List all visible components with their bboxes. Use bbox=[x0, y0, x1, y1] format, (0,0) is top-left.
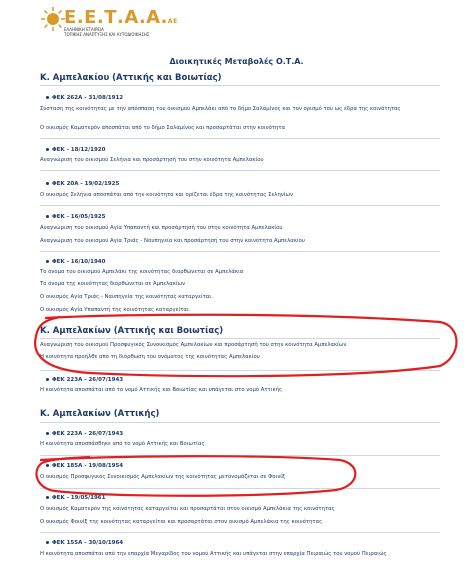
entry-text: Ο οικισμός Αγία Τριάς - Ναυπηγεία της κοινότητας καταργείται. bbox=[40, 294, 213, 300]
section-heading: Κ. Αμπελακίων (Αττικής και Βοιωτίας) bbox=[40, 326, 224, 336]
entry-text: Η κοινότητα αποσπάσθηκε από το νομό Αττικής και Βοιωτίας bbox=[40, 441, 205, 447]
entry-text: Ο οικισμός Σελήνια αποσπάται από την κοινότητα και ορίζεται έδρα της κοινότητας Σεληνίων bbox=[40, 192, 293, 198]
entry-text: Η κοινότητα αποσπάται από την επαρχία Μεγαρίδος του νομού Αττικής και υπάγεται στην επαρχία Πειραιώς του νομού Πειραιώς bbox=[40, 551, 387, 557]
entry-text: Αναγνώριση του οικισμού Σελήνια και προσάρτησή του στην κοινότητα Αμπελακίου bbox=[40, 157, 264, 163]
entry-text: Αναγνώριση του οικισμού Προσφυγικός Συνοικισμός Αμπελακίων και προσάρτησή του στην κοινότητα Αμπελακίων bbox=[40, 342, 347, 348]
fek-entry: ΦΕΚ 20Α - 19/02/1925 bbox=[46, 181, 119, 187]
fek-entry: ΦΕΚ - 16/05/1925 bbox=[46, 214, 105, 220]
divider bbox=[40, 251, 440, 252]
divider bbox=[40, 422, 440, 423]
section-heading: Κ. Αμπελακίων (Αττικής) bbox=[40, 409, 160, 419]
entry-text: Σύσταση της κοινότητας με την απόσπαση του οικισμού Αμπελάκι από το δήμο Σαλαμίνος και τον ορισμό του ως έδρα της κοινότητας bbox=[40, 106, 401, 112]
divider bbox=[40, 455, 440, 456]
divider bbox=[40, 85, 440, 86]
entry-text: Το όνομα της κοινότητας διορθώνεται σε Αμπελακίων bbox=[40, 281, 186, 287]
entry-text: Ο οικισμός Προσφυγικός Συνοικισμός Αμπελακίων της κοινότητας μετονομάζεται σε Φοινίξ bbox=[40, 474, 286, 480]
divider bbox=[40, 338, 440, 339]
divider bbox=[40, 170, 440, 171]
fek-entry: ΦΕΚ - 16/10/1940 bbox=[46, 259, 105, 265]
entry-text: Η κοινότητα προήλθε από τη διόρθωση του ονόματος της κοινότητας Αμπελακίου bbox=[40, 354, 260, 360]
entry-text: Ο οικισμός Αγία Υπαπαντή της κοινότητας καταργείται. bbox=[40, 307, 191, 313]
sun-emblem-icon bbox=[40, 6, 66, 32]
divider bbox=[40, 532, 440, 533]
fek-entry: ΦΕΚ 185Α - 19/08/1954 bbox=[46, 463, 123, 469]
entry-text: Ο οικισμός Φοινίξ της κοινότητας καταργείται και προσαρτάται στον οικισμό Αμπελάκια της κοινότητας bbox=[40, 519, 323, 525]
section-heading: Κ. Αμπελακίου (Αττικής και Βοιωτίας) bbox=[40, 73, 222, 83]
page-title: Διοικητικές Μεταβολές Ο.Τ.Α. bbox=[169, 57, 304, 66]
fek-entry: ΦΕΚ 223Α - 26/07/1943 bbox=[46, 377, 123, 383]
eetaa-logo bbox=[40, 6, 180, 37]
entry-text: Αναγνώριση του οικισμού Αγία Τριάς - Ναυπηγεία και προσάρτησή του στην κοινότητα Αμπελακίου bbox=[40, 238, 305, 244]
divider bbox=[40, 205, 440, 206]
entry-text: Ο οικισμός Καματερόν αποσπάται από το δήμο Σαλαμίνος και προσαρτάται στην κοινότητα bbox=[40, 125, 286, 131]
entry-text: Αναγνώριση του οικισμού Αγία Υπαπαντή και προσάρτησή του στην κοινότητα Αμπελακίου bbox=[40, 225, 283, 231]
fek-entry: ΦΕΚ 155Α - 30/10/1964 bbox=[46, 540, 123, 546]
fek-entry: ΦΕΚ - 18/12/1920 bbox=[46, 147, 105, 153]
entry-text: Το όνομα του οικισμού Αμπελάκι της κοινότητας διορθώνεται σε Αμπελάκια bbox=[40, 269, 244, 275]
divider bbox=[40, 488, 440, 489]
fek-entry: ΦΕΚ 223Α - 26/07/1943 bbox=[46, 431, 123, 437]
entry-text: Ο οικισμός Καματερόν της κοινότητας καταργείται και προσαρτάται στον οικισμό Αμπελάκια της κοινότητας bbox=[40, 506, 335, 512]
fek-entry: ΦΕΚ - 19/05/1961 bbox=[46, 495, 105, 501]
divider bbox=[40, 370, 440, 371]
logo-subtitle: ΕΛΛΗΝΙΚΗ ΕΤΑΙΡΕΙΑ ΤΟΠΙΚΗΣ ΑΝΑΠΤΥΞΗΣ ΚΑΙ ΑΥΤΟΔΙΟΙΚΗΣΗΣ bbox=[64, 27, 150, 37]
entry-text: Η κοινότητα αποσπάται από το νομό Αττικής και Βοιωτίας και υπάγεται στο νομό Αττικής bbox=[40, 387, 283, 393]
fek-entry: ΦΕΚ 262Α - 31/08/1912 bbox=[46, 95, 123, 101]
logo-name: Ε.Ε.Τ.Α.Α.ΑΕ bbox=[64, 7, 178, 28]
divider bbox=[40, 138, 440, 139]
